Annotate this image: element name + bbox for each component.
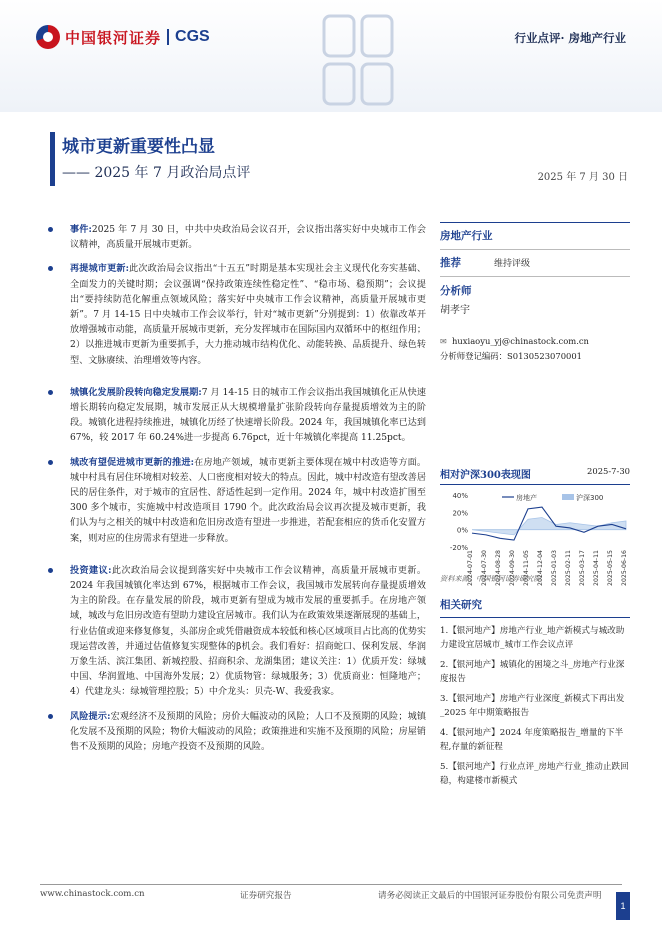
bullet-text: 在房地产领域，城市更新主要体现在城中村改造等方面。城中村具有居住环境相对较差、人口密度相对较大的特点。因此，城中村改造有望改善居民的居住条件，对于城市的宜居性、舒适性起到一定作用。2024 年，城中村改造扩围至 300 多个城市，实施城中村改造项目 1790 个。此次政治局会议再次提及城市更新，我们认为与之相关的城中村改造和危旧房改造有望进一步推进，若配套相应的货币化安置方案，则对应的住房需求有望进一步释放。 <box>70 457 426 544</box>
bullet-text: 宏观经济不及预期的风险；房价大幅波动的风险；人口不及预期的风险；城镇化发展不及预期的风险；物价大幅波动的风险；政策推进和实施不及预期的风险；房屋销售不及预期的风险；房地产投资不及预期的风险。 <box>70 711 426 753</box>
y-tick-label: 40% <box>452 492 468 500</box>
bullet-keyword: 再提城市更新: <box>70 263 129 275</box>
bullet-keyword: 事件: <box>70 224 92 235</box>
bullet-text: 此次政治局会议指出“十五五”时期是基本实现社会主义现代化夯实基础、全面发力的关键时期；会议强调“保持政策连续性稳定性”、“稳市场、稳预期”；会议提出“要持续防范化解重点领域风险；落实好中央城市工作会议精神，高质量开展城市更新”。7 月 14-15 日中央城市工作会议举行，针对“城市更新”分别提到：1）依靠改革开放增强城市动能，高质量开展城市更新，充分发挥城市在国际国内双循环中的枢纽作用；2）以推进城市更新为重要抓手，大力推动城市结构优化、动能转换、品质提升、绿色转型、文脉赓续、治理增效等内容。 <box>70 264 426 366</box>
x-tick-label: 2024-08-28 <box>495 550 502 586</box>
bullet-risk <box>44 709 426 756</box>
bullet-keyword: 城镇化发展阶段转向稳定发展期: <box>70 386 202 398</box>
footer-disclaimer: 请务必阅读正文最后的中国银河证券股份有限公司免责声明 <box>378 891 602 901</box>
x-tick-label: 2025-02-11 <box>565 550 572 586</box>
bullet-dot-icon <box>48 460 53 465</box>
x-tick-label: 2025-01-03 <box>551 550 558 586</box>
y-tick-label: 0% <box>456 526 468 535</box>
analyst-name: 胡孝宇 <box>440 305 470 316</box>
chart-header <box>440 466 630 485</box>
report-subtitle: —— 2025 年 7 月政治局点评 <box>62 165 251 181</box>
bullet-dot-icon <box>48 714 53 719</box>
analyst-email[interactable]: huxiaoyu_yj@chinastock.com.cn <box>452 336 589 346</box>
related-title: 相关研究 <box>440 598 630 618</box>
watermark-logo <box>318 10 398 110</box>
bullet-event <box>44 222 426 253</box>
footer-rule <box>40 884 622 885</box>
related-item[interactable]: 2.【银河地产】城镇化的困境之斗_房地产行业深度报告 <box>440 659 625 684</box>
bullet-village-renovation <box>44 455 426 547</box>
related-research <box>440 598 630 794</box>
bullet-dot-icon <box>48 568 53 573</box>
x-tick-label: 2024-11-05 <box>523 550 530 586</box>
related-item[interactable]: 4.【银河地产】2024 年度策略报告_增量的下半程,存量的新征程 <box>440 727 624 752</box>
bullet-text: 7 月 14-15 日的城市工作会议指出我国城镇化正从快速增长期转向稳定发展期，城市发展正从大规模增量扩张阶段转向存量提质增效为主的阶段。城镇化进程持续推进，城镇化历经了快速增长阶段。2024 年，我国城镇化率已达到 67%，较 2017 年 60.24%进一步提高 6.76pct，近十年城镇化率提高 11.25pct。 <box>70 387 426 444</box>
bullet-text: 2025 年 7 月 30 日，中共中央政治局会议召开，会议指出落实好中央城市工作会议精神，高质量开展城市更新。 <box>70 225 426 251</box>
legend-label-realestate: 房地产 <box>516 494 537 502</box>
email-icon: ✉ <box>440 336 447 346</box>
footer-center: 证券研究报告 <box>240 891 292 901</box>
bullet-urban-renewal <box>44 261 426 368</box>
report-title: 城市更新重要性凸显 <box>62 137 215 157</box>
page-number: 1 <box>616 892 630 920</box>
bullet-keyword: 风险提示: <box>70 710 111 722</box>
legend-swatch-hs300 <box>562 494 574 500</box>
rating-row <box>440 250 630 276</box>
bullet-investment <box>44 563 426 701</box>
analyst-cert: 分析师登记编码：S0130523070001 <box>440 351 583 361</box>
x-tick-label: 2025-05-15 <box>607 550 614 586</box>
brand-mark-icon <box>36 25 60 49</box>
brand-name-en: CGS <box>175 28 210 45</box>
y-tick-label: -20% <box>449 544 468 552</box>
main-content <box>44 222 426 763</box>
report-type: 行业点评· 房地产行业 <box>514 31 626 45</box>
related-item[interactable]: 3.【银河地产】房地产行业深度_新模式下再出发_2025 年中期策略报告 <box>440 693 625 718</box>
chart-date: 2025-7-30 <box>587 466 630 476</box>
relative-performance-chart <box>440 466 630 588</box>
sidebar <box>440 222 630 362</box>
brand-divider <box>167 29 169 45</box>
brand-logo <box>36 24 210 50</box>
header-band <box>0 0 662 112</box>
rating-label: 推荐 <box>440 257 461 269</box>
footer-site[interactable]: www.chinastock.com.cn <box>40 889 145 899</box>
bullet-dot-icon <box>48 266 53 271</box>
x-tick-label: 2025-04-11 <box>593 550 600 586</box>
analyst-heading: 分析师 <box>440 285 472 297</box>
x-tick-label: 2024-07-30 <box>481 550 488 586</box>
x-tick-label: 2025-06-16 <box>621 550 628 586</box>
x-tick-label: 2024-09-30 <box>509 550 516 586</box>
related-item[interactable]: 1.【银河地产】房地产行业_地产新模式与城改助力建设宜居城市_城市工作会议点评 <box>440 625 625 650</box>
report-date: 2025 年 7 月 30 日 <box>537 172 628 183</box>
bullet-urbanization <box>44 385 426 447</box>
rating-value: 维持评级 <box>494 259 531 269</box>
bullet-text: 此次政治局会议提到落实好中央城市工作会议精神，高质量开展城市更新。2024 年我国城镇化率达到 67%，根据城市工作会议，我国城市发展转向存量提质增效为主的阶段。在存量发展的阶段，城市更新有望成为城市发展的重要抓手。在房地产领域，城改与危旧房改造有望助力建设宜居城市。我们认为在政策效果逐渐展现的基础上，行业估值或迎来修复修复，头部房企或凭借融资成本较低和核心区域项目占比高的优势实现运营改善，并通过估值修复实现整体的β机会。我们看好：招商蛇口、保利发展、华润万象生活、滨江集团、新城控股、招商积余、龙湖集团；建议关注：1）优质开发：绿城中国、华润置地、中国海外发展；2）优质物管：绿城服务；3）优质商业：恒隆地产；4）代建龙头：绿城管理控股；5）中介龙头：贝壳-W、我爱我家。 <box>70 565 426 698</box>
chart-source: 资料来源：中国银河证券研究院 <box>440 574 541 583</box>
series-area-hs300 <box>472 518 626 535</box>
x-tick-label: 2025-03-17 <box>579 550 586 586</box>
x-tick-label: 2024-07-01 <box>467 550 474 586</box>
y-tick-label: 20% <box>452 509 468 518</box>
legend-label-hs300: 沪深300 <box>576 494 604 502</box>
title-accent-bar <box>50 132 55 186</box>
related-item[interactable]: 5.【银河地产】行业点评_房地产行业_推动止跌回稳，构建楼市新模式 <box>440 761 629 786</box>
brand-name-cn: 中国银河证券 <box>65 28 162 47</box>
bullet-dot-icon <box>48 390 53 395</box>
industry-label: 房地产行业 <box>440 230 493 242</box>
bullet-keyword: 城改有望促进城市更新的推进: <box>70 456 194 468</box>
bullet-keyword: 投资建议: <box>70 564 112 576</box>
email-row <box>440 336 630 350</box>
bullet-dot-icon <box>48 227 53 232</box>
chart-title: 相对沪深300表现图 <box>440 470 531 481</box>
x-tick-label: 2024-12-04 <box>537 550 544 586</box>
